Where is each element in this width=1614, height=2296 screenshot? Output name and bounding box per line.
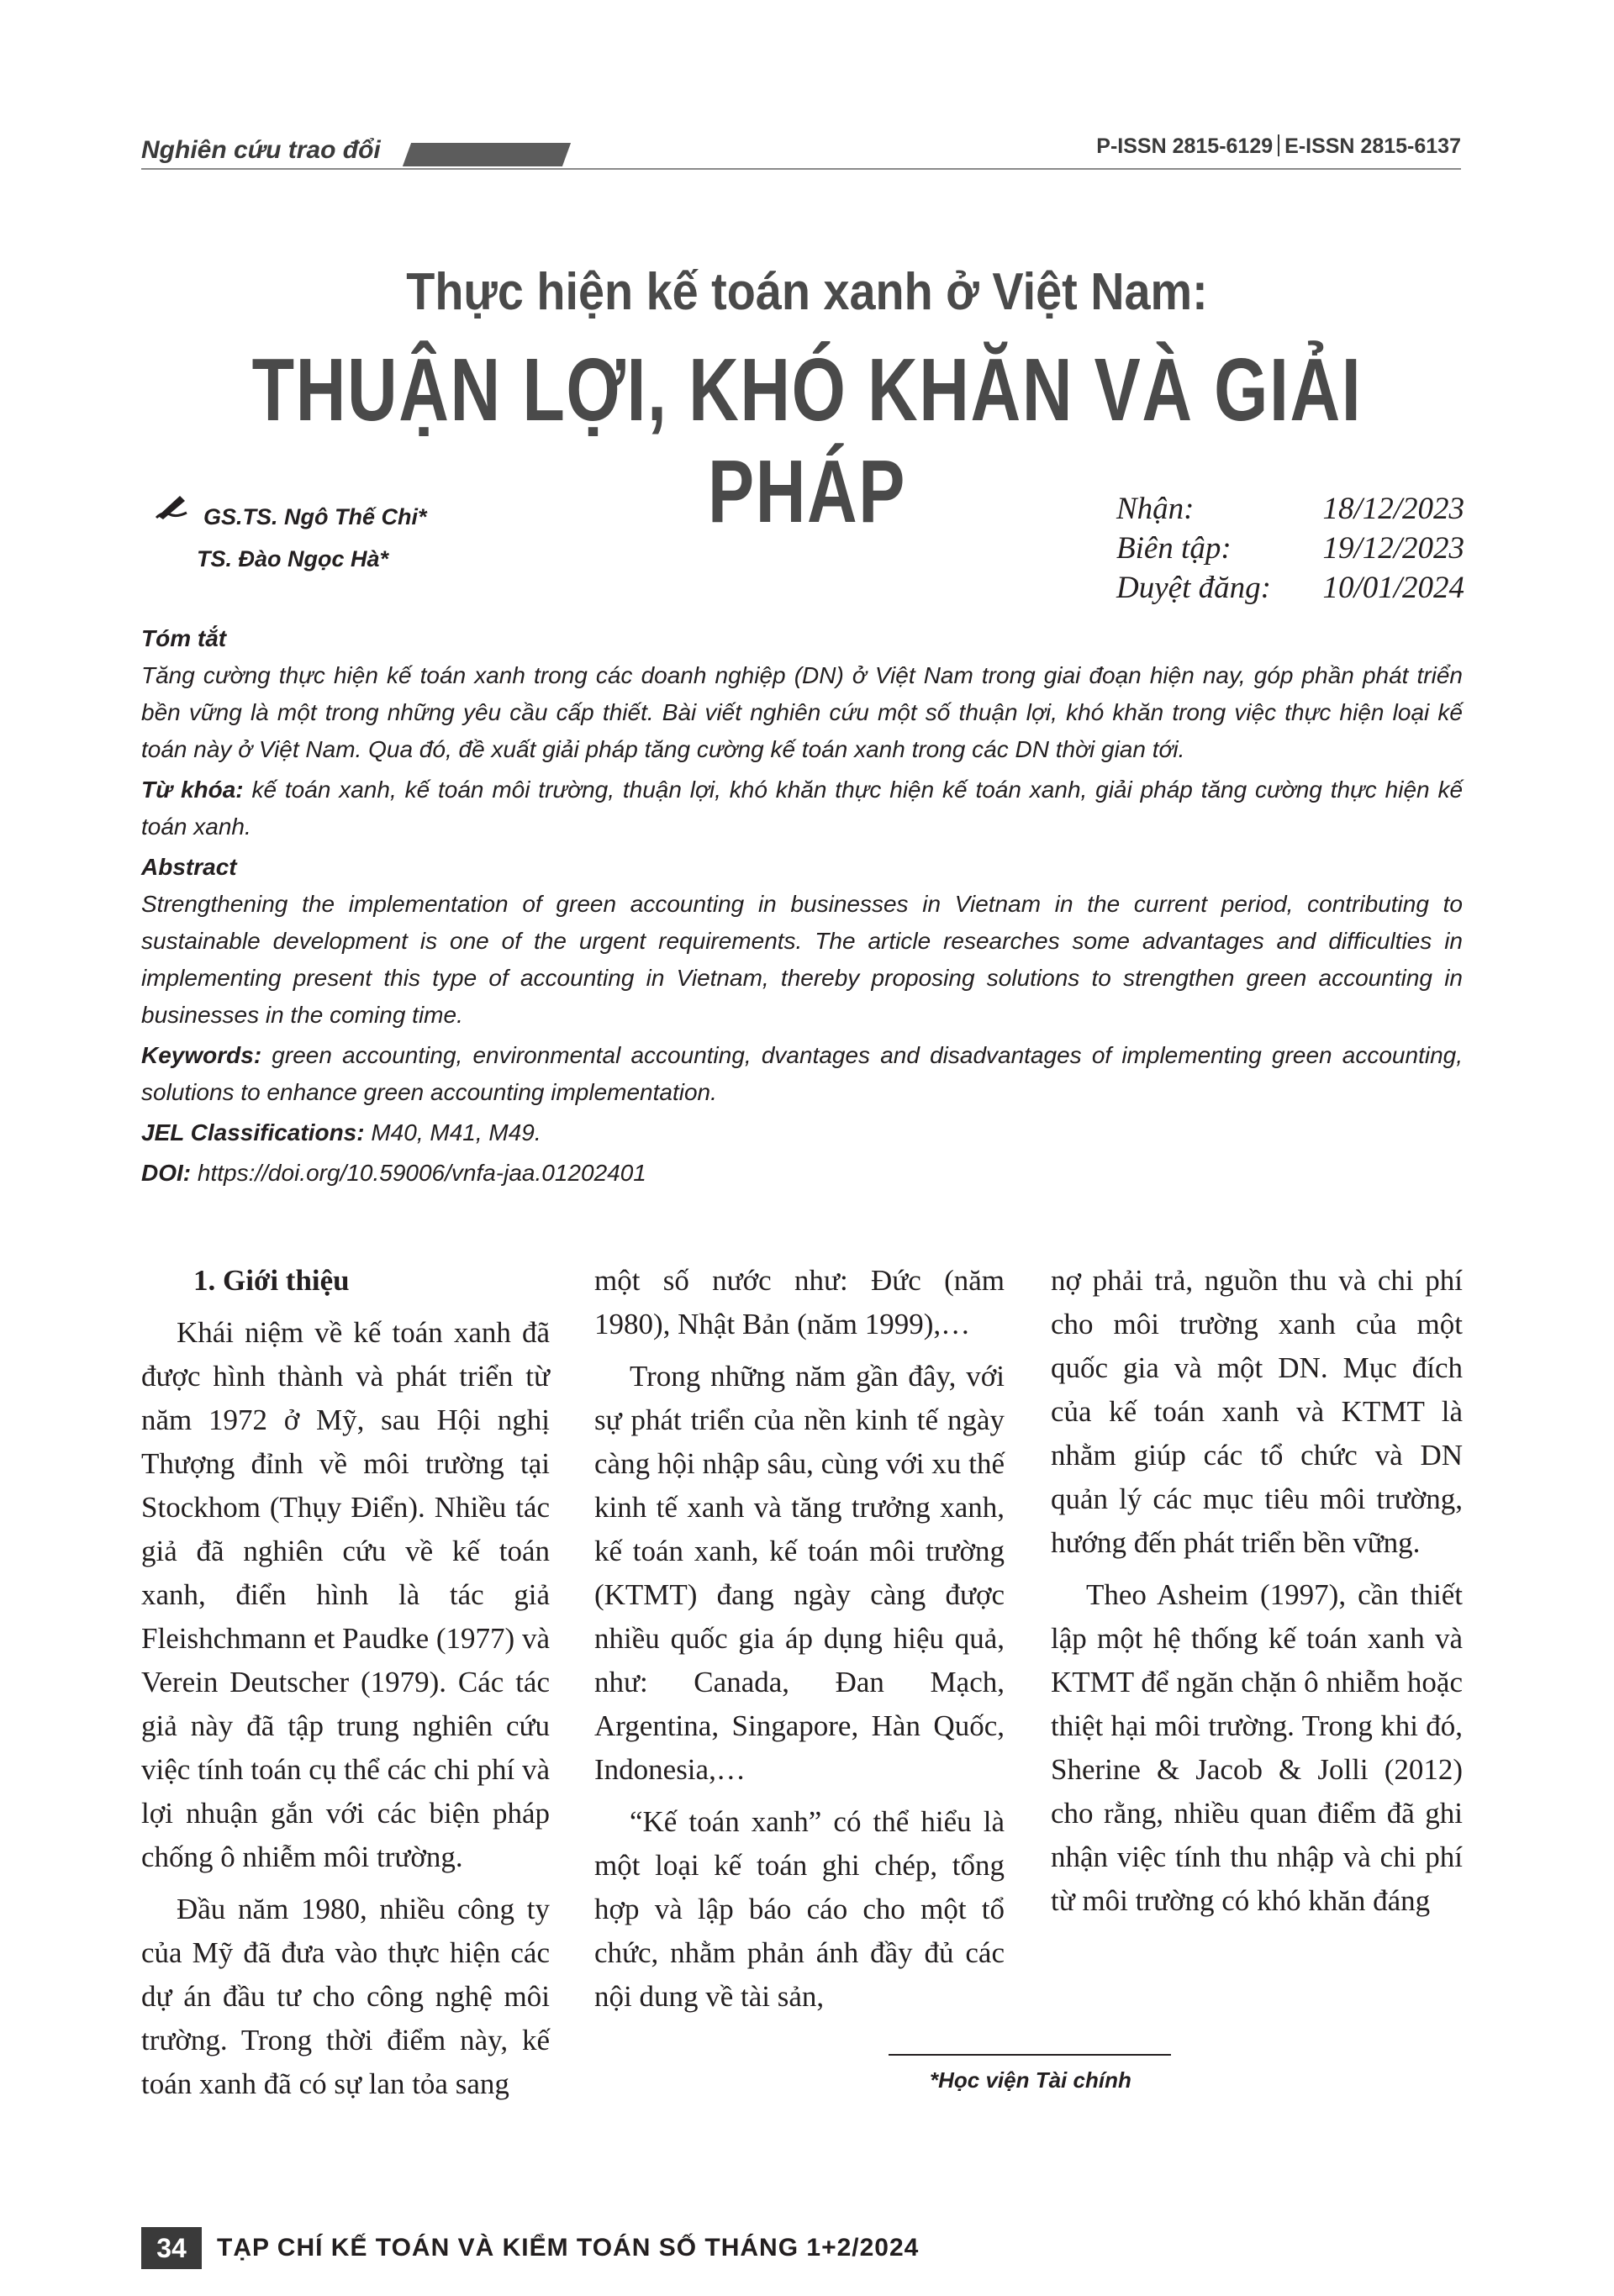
keywords-en bbox=[141, 1037, 1463, 1111]
keywords-vi-label: Từ khóa: bbox=[141, 777, 244, 803]
keywords-en-label: Keywords: bbox=[141, 1042, 262, 1068]
date-label: Duyệt đăng: bbox=[1116, 571, 1271, 605]
article-title-line2: THUẬN LỢI, KHÓ KHĂN VÀ GIẢI PHÁP bbox=[251, 340, 1363, 541]
date-label: Nhận: bbox=[1116, 492, 1195, 526]
paragraph: một số nước như: Đức (năm 1980), Nhật Bản (năm 1999),… bbox=[594, 1264, 1005, 1340]
jel-label: JEL Classifications: bbox=[141, 1119, 365, 1145]
body-column-3 bbox=[1051, 1259, 1463, 1923]
date-row-received bbox=[1116, 489, 1464, 529]
body-column-2 bbox=[594, 1259, 1005, 2019]
date-value: 10/01/2024 bbox=[1322, 571, 1464, 605]
eissn: E-ISSN 2815-6137 bbox=[1284, 134, 1461, 158]
doi bbox=[141, 1155, 1463, 1192]
date-value: 19/12/2023 bbox=[1322, 531, 1464, 566]
header-rule bbox=[141, 168, 1461, 170]
keywords-en-text: green accounting, environmental accounting, dvantages and disadvantages of implementing green accounting, solutions to enhance green accounting implementation. bbox=[141, 1042, 1463, 1105]
abstract-en-text: Strengthening the implementation of green accounting in businesses in Vietnam in the current period, contributing to sustainable development is one of the urgent requirements. The article researches some advantages and difficulties in implementing present this type of accounting in Vietnam, thereby proposing solutions to strengthen green accounting in businesses in the coming time. bbox=[141, 891, 1463, 1028]
date-row-edited bbox=[1116, 529, 1464, 568]
date-block bbox=[1116, 489, 1464, 608]
header-decor-bar bbox=[403, 143, 571, 166]
article-title-line1: Thực hiện kế toán xanh ở Việt Nam: bbox=[406, 263, 1208, 321]
footnote: *Học viện Tài chính bbox=[930, 2067, 1131, 2093]
abstract-block bbox=[141, 620, 1463, 1192]
abstract-vi-text: Tăng cường thực hiện kế toán xanh trong các doanh nghiệp (DN) ở Việt Nam trong giai đoạn hiện nay, góp phần phát triển bền vững là một trong những yêu cầu cấp thiết. Bài viết nghiên cứu một số thuận lợi, khó khăn trong việc thực hiện loại kế toán này ở Việt Nam. Qua đó, đề xuất giải pháp tăng cường kế toán xanh trong các DN thời gian tới. bbox=[141, 662, 1463, 762]
pissn: P-ISSN 2815-6129 bbox=[1096, 134, 1274, 158]
paragraph: nợ phải trả, nguồn thu và chi phí cho môi trường xanh của một quốc gia và một DN. Mục đích của kế toán xanh và KTMT là nhằm giúp các tổ chức và DN quản lý các mục tiêu môi trường, hướng đến phát triển bền vững. bbox=[1051, 1264, 1463, 1559]
jel-text: M40, M41, M49. bbox=[364, 1119, 541, 1145]
journal-name: TẠP CHÍ KẾ TOÁN VÀ KIỂM TOÁN SỐ THÁNG 1+2/2024 bbox=[217, 2234, 920, 2262]
page-number: 34 bbox=[141, 2227, 202, 2269]
doi-link[interactable]: https://doi.org/10.59006/vnfa-jaa.01202401 bbox=[191, 1160, 646, 1186]
date-row-approved bbox=[1116, 568, 1464, 608]
date-label: Biên tập: bbox=[1116, 531, 1232, 566]
issn-separator bbox=[1278, 134, 1279, 156]
author-list bbox=[168, 496, 427, 580]
footnote-rule bbox=[889, 2054, 1171, 2056]
jel-classifications bbox=[141, 1114, 1463, 1151]
date-value: 18/12/2023 bbox=[1322, 492, 1464, 526]
keywords-vi-text: kế toán xanh, kế toán môi trường, thuận lợi, khó khăn thực hiện kế toán xanh, giải pháp tăng cường thực hiện kế toán xanh. bbox=[141, 777, 1464, 840]
abstract-en-heading: Abstract bbox=[141, 854, 237, 880]
body-column-1 bbox=[141, 1259, 550, 2106]
issn-info bbox=[1096, 134, 1461, 159]
paragraph: Trong những năm gần đây, với sự phát triển của nền kinh tế ngày càng hội nhập sâu, cùng với xu thế kinh tế xanh và tăng trưởng xanh, kế toán xanh, kế toán môi trường (KTMT) đang ngày càng được nhiều quốc gia áp dụng hiệu quả, như: Canada, Đan Mạch, Argentina, Singapore, Hàn Quốc, Indonesia,… bbox=[594, 1360, 1005, 1786]
abstract-vi-heading: Tóm tắt bbox=[141, 625, 227, 651]
section-label: Nghiên cứu trao đổi bbox=[141, 136, 381, 164]
paragraph: Khái niệm về kế toán xanh đã được hình thành và phát triển từ năm 1972 ở Mỹ, sau Hội nghị Thượng đỉnh về môi trường tại Stockhom (Thụy Điển). Nhiều tác giả đã nghiên cứu về kế toán xanh, điển hình là tác giả Fleishchmann et Paudke (1977) và Verein Deutscher (1979). Các tác giả này đã tập trung nghiên cứu việc tính toán cụ thể các chi phí và lợi nhuận gắn với các biện pháp chống ô nhiễm môi trường. bbox=[141, 1316, 551, 1873]
paragraph: Theo Asheim (1997), cần thiết lập một hệ thống kế toán xanh và KTMT để ngăn chặn ô nhiễm hoặc thiệt hại môi trường. Trong khi đó, Sherine & Jacob & Jolli (2012) cho rằng, nhiều quan điểm đã ghi nhận việc tính thu nhập và chi phí từ môi trường có khó khăn đáng bbox=[1051, 1578, 1463, 1917]
author-1: GS.TS. Ngô Thế Chi* bbox=[203, 504, 427, 529]
doi-label: DOI: bbox=[141, 1160, 192, 1186]
paragraph: “Kế toán xanh” có thể hiểu là một loại kế toán ghi chép, tổng hợp và lập báo cáo cho một tổ chức, nhằm phản ánh đầy đủ các nội dung về tài sản, bbox=[594, 1805, 1005, 2013]
author-2: TS. Đào Ngọc Hà* bbox=[197, 546, 389, 571]
section-heading: 1. Giới thiệu bbox=[193, 1264, 350, 1297]
paragraph: Đầu năm 1980, nhiều công ty của Mỹ đã đưa vào thực hiện các dự án đầu tư cho công nghệ môi trường. Trong thời điểm này, kế toán xanh đã có sự lan tỏa sang bbox=[141, 1893, 550, 2100]
keywords-vi bbox=[141, 771, 1463, 845]
